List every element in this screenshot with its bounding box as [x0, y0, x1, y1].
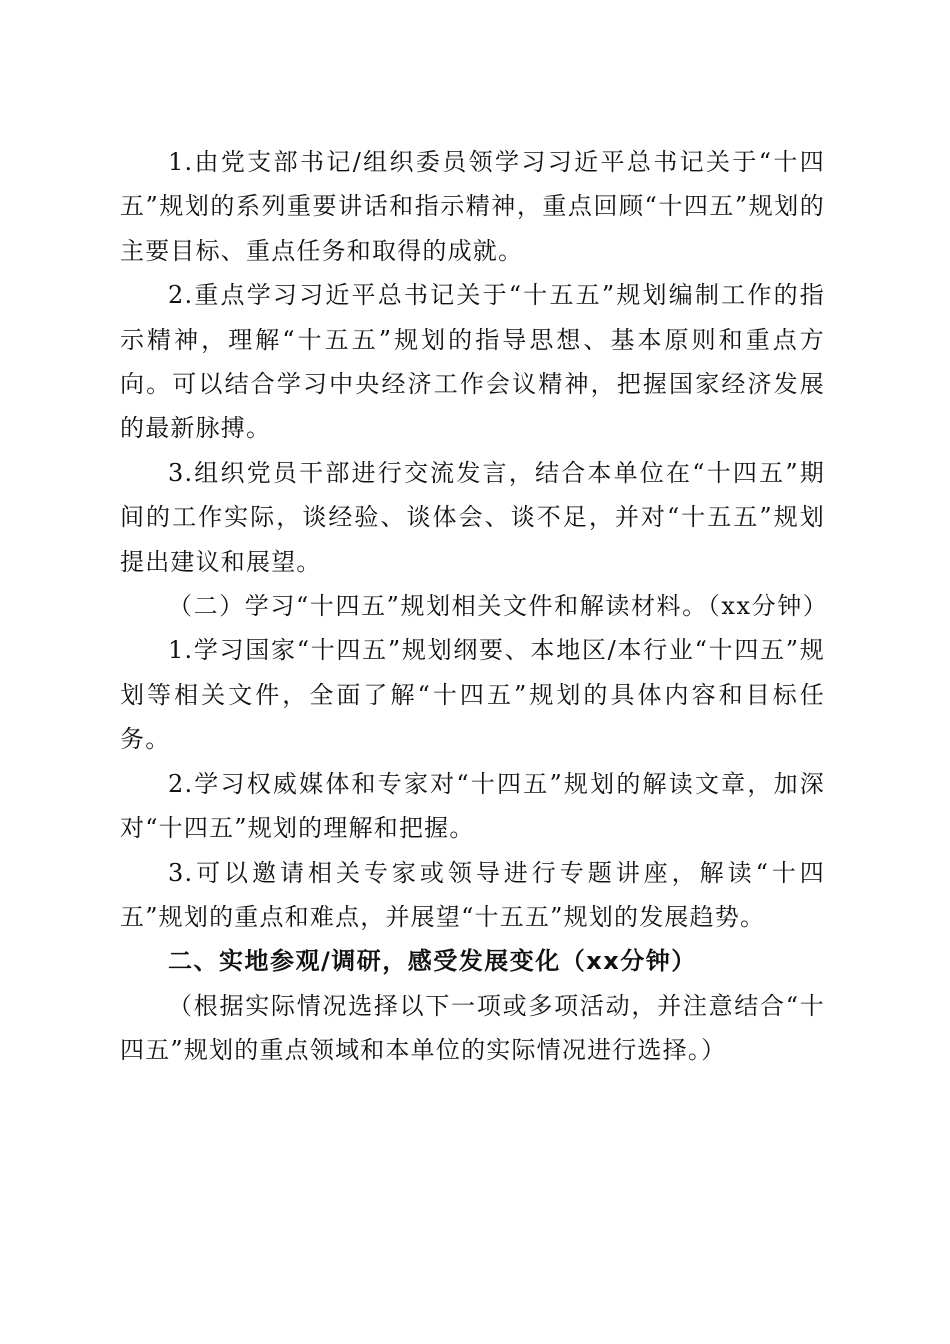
paragraph-item-1: 1.由党支部书记/组织委员领学习习近平总书记关于“十四五”规划的系列重要讲话和指示精神，重点回顾“十四五”规划的主要目标、重点任务和取得的成就。 [120, 148, 825, 265]
paragraph-item-5: 2.学习权威媒体和专家对“十四五”规划的解读文章，加深对“十四五”规划的理解和把握。 [120, 769, 825, 843]
document-body [120, 140, 829, 1073]
paragraph-note: （根据实际情况选择以下一项或多项活动，并注意结合“十四五”规划的重点领域和本单位的实际情况进行选择。） [120, 991, 825, 1065]
section-subheading: （二）学习“十四五”规划相关文件和解读材料。（xx分钟） [168, 592, 829, 621]
section-heading: 二、实地参观/调研，感受发展变化（xx分钟） [168, 947, 697, 976]
paragraph-item-4: 1.学习国家“十四五”规划纲要、本地区/本行业“十四五”规划等相关文件，全面了解“十四五”规划的具体内容和目标任务。 [120, 636, 825, 754]
paragraph-item-2: 2.重点学习习近平总书记关于“十五五”规划编制工作的指示精神，理解“十五五”规划的指导思想、基本原则和重点方向。可以结合学习中央经济工作会议精神，把握国家经济发展的最新脉搏。 [120, 281, 825, 443]
paragraph-item-3: 3.组织党员干部进行交流发言，结合本单位在“十四五”期间的工作实际，谈经验、谈体会、谈不足，并对“十五五”规划提出建议和展望。 [120, 458, 825, 576]
paragraph-item-6: 3.可以邀请相关专家或领导进行专题讲座，解读“十四五”规划的重点和难点，并展望“十五五”规划的发展趋势。 [120, 858, 825, 931]
